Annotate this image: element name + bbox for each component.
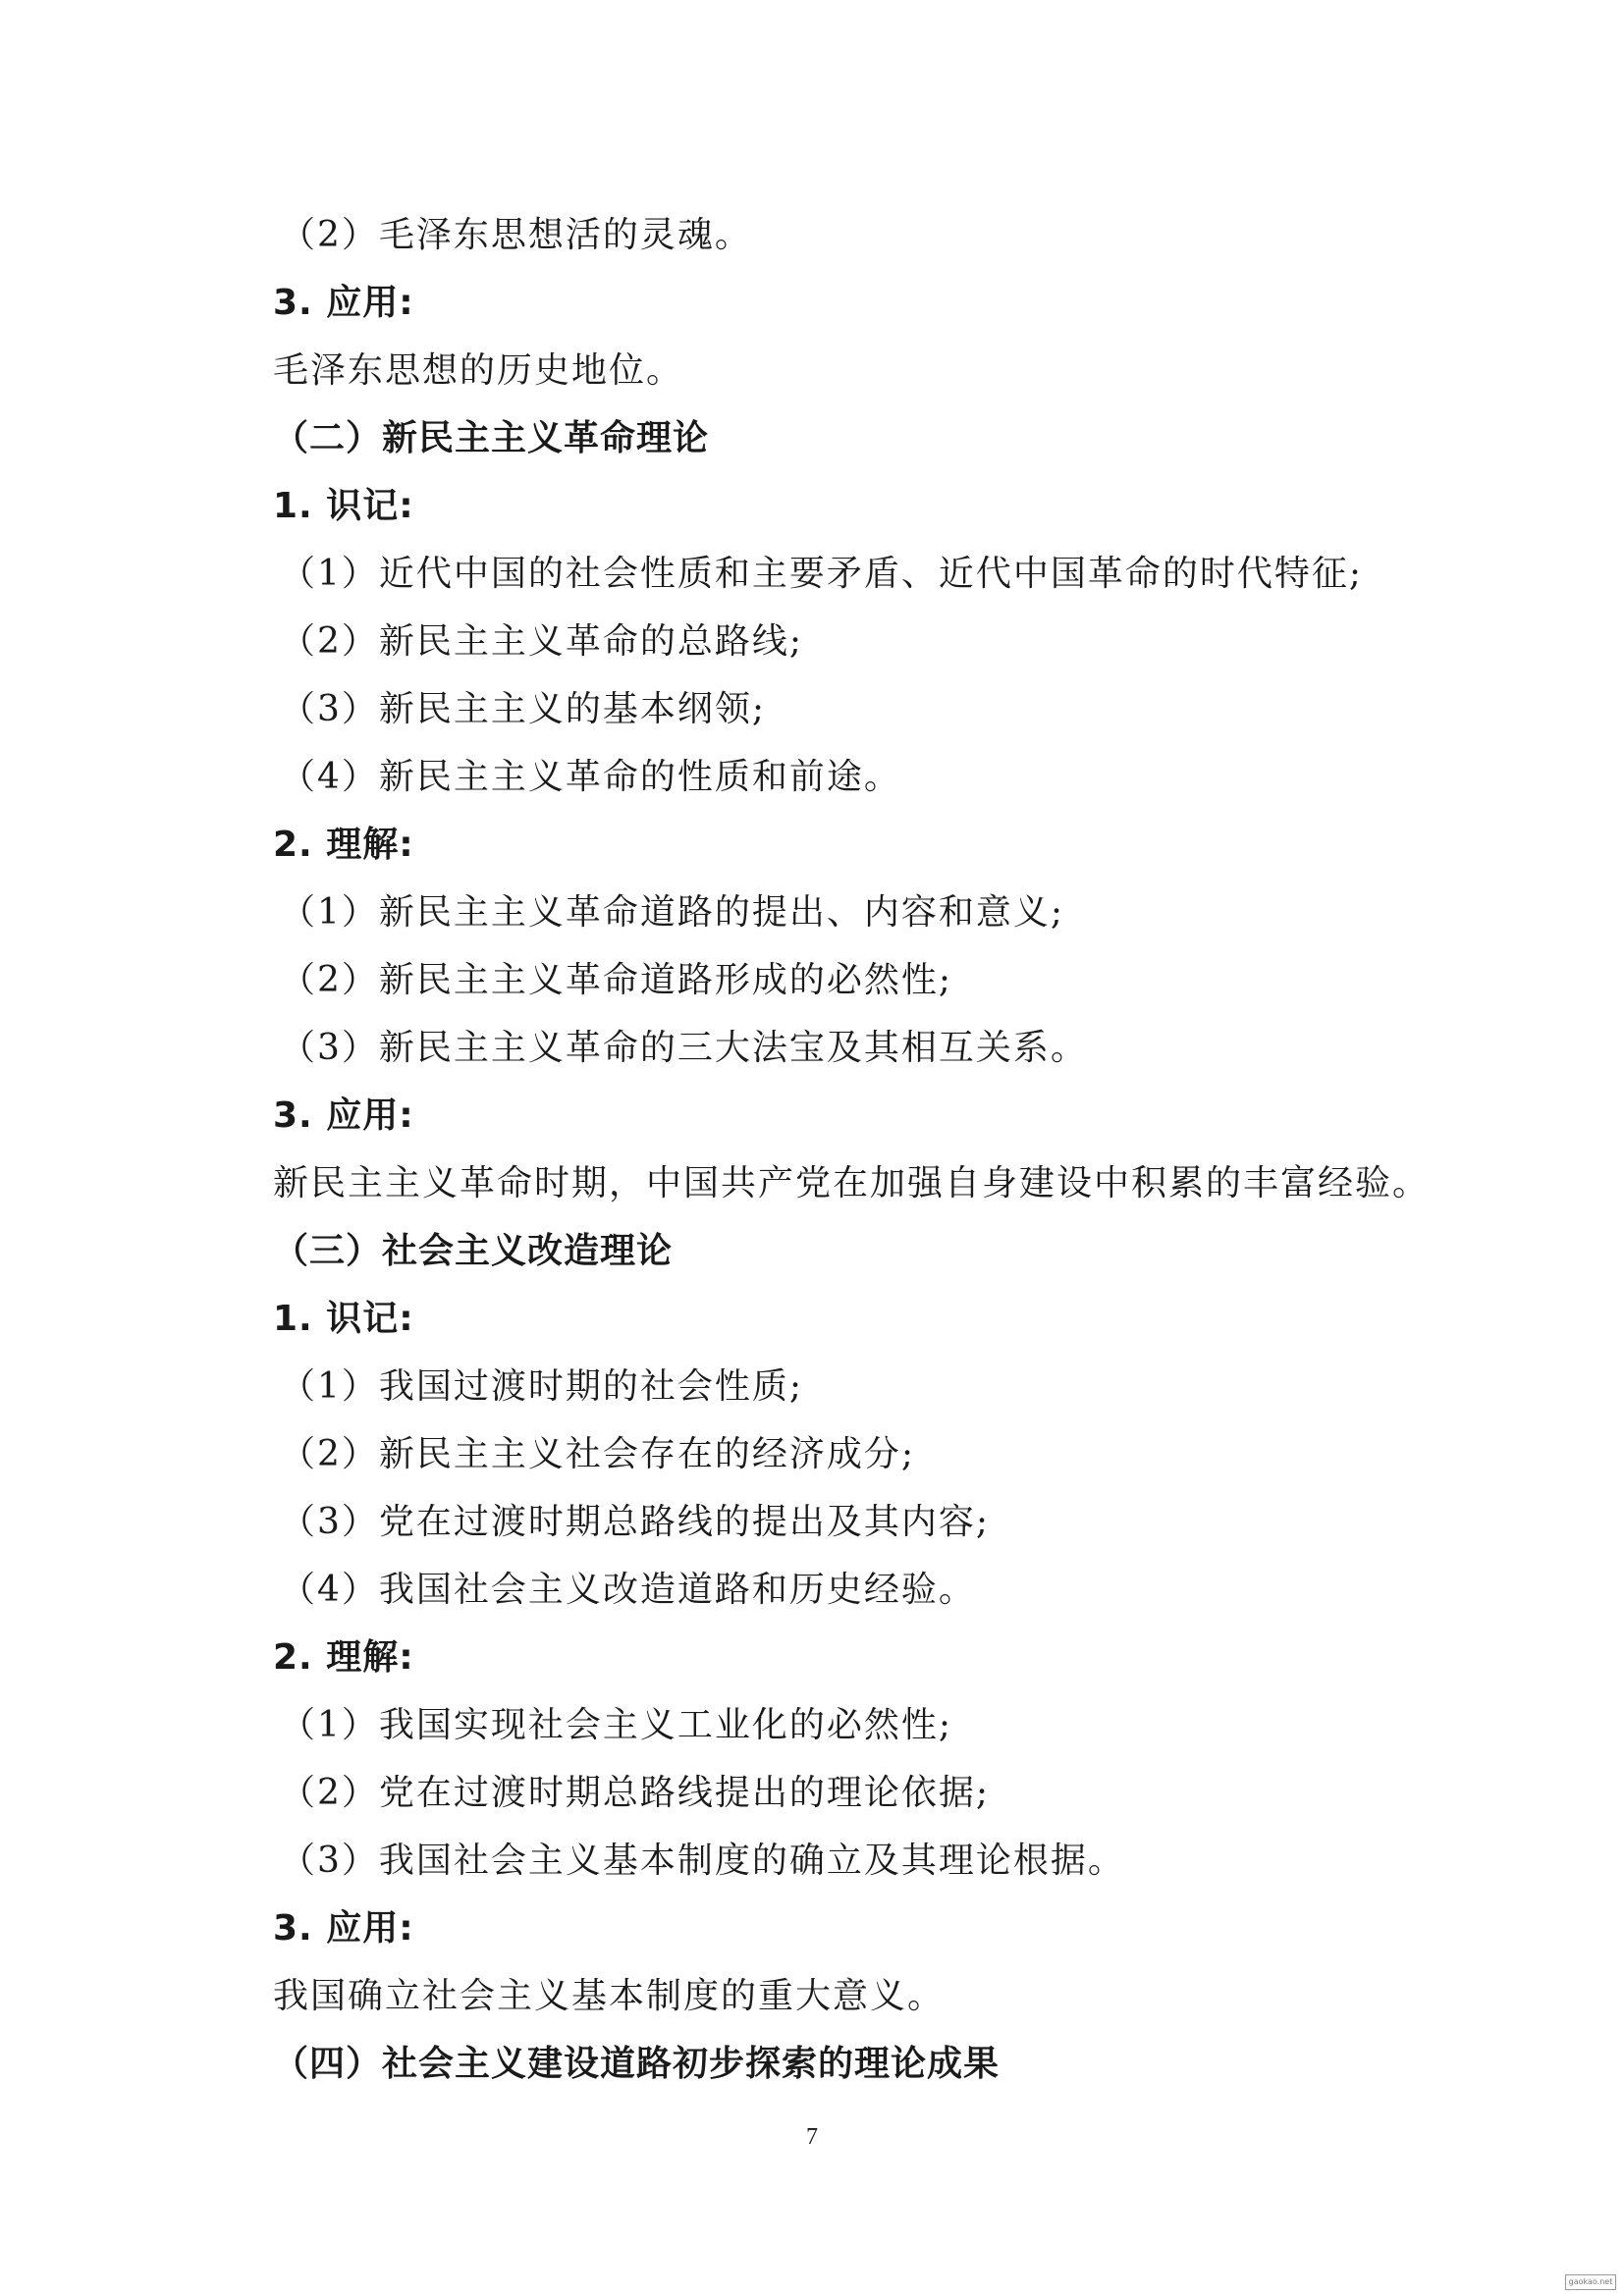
list-item: （4）我国社会主义改造道路和历史经验。 — [280, 1570, 976, 1610]
subsection-heading: 3. 应用: — [273, 1908, 414, 1949]
subsection-heading: 1. 识记: — [273, 1299, 414, 1339]
section-heading: （二）新民主主义革命理论 — [273, 418, 710, 458]
list-item: （2）毛泽东思想活的灵魂。 — [280, 215, 752, 255]
subsection-heading: 3. 应用: — [273, 283, 414, 323]
list-item: （1）近代中国的社会性质和主要矛盾、近代中国革命的时代特征; — [280, 554, 1364, 594]
list-item: （4）新民主主义革命的性质和前途。 — [280, 757, 901, 797]
watermark: gaokao.net — [1565, 2274, 1616, 2290]
subsection-heading: 2. 理解: — [273, 825, 414, 865]
list-item: （3）新民主主义革命的三大法宝及其相互关系。 — [280, 1028, 1088, 1068]
body-text: 我国确立社会主义基本制度的重大意义。 — [273, 1976, 946, 2016]
section-heading: （三）社会主义改造理论 — [273, 1231, 674, 1271]
subsection-heading: 3. 应用: — [273, 1095, 414, 1136]
body-text: 毛泽东思想的历史地位。 — [273, 350, 684, 391]
section-heading: （四）社会主义建设道路初步探索的理论成果 — [273, 2044, 1001, 2084]
subsection-heading: 1. 识记: — [273, 486, 414, 526]
list-item: （2）新民主主义社会存在的经济成分; — [280, 1434, 916, 1474]
list-item: （2）党在过渡时期总路线提出的理论依据; — [280, 1773, 991, 1813]
page-number: 7 — [806, 2124, 818, 2150]
list-item: （3）党在过渡时期总路线的提出及其内容; — [280, 1502, 991, 1542]
list-item: （1）我国实现社会主义工业化的必然性; — [280, 1705, 953, 1745]
list-item: （2）新民主主义革命道路形成的必然性; — [280, 960, 953, 1000]
list-item: （3）新民主主义的基本纲领; — [280, 689, 767, 729]
list-item: （1）我国过渡时期的社会性质; — [280, 1366, 804, 1407]
list-item: （2）新民主主义革命的总路线; — [280, 621, 804, 662]
list-item: （1）新民主主义革命道路的提出、内容和意义; — [280, 892, 1065, 933]
body-text: 新民主主义革命时期，中国共产党在加强自身建设中积累的丰富经验。 — [273, 1163, 1431, 1203]
list-item: （3）我国社会主义基本制度的确立及其理论根据。 — [280, 1841, 1125, 1881]
subsection-heading: 2. 理解: — [273, 1637, 414, 1678]
